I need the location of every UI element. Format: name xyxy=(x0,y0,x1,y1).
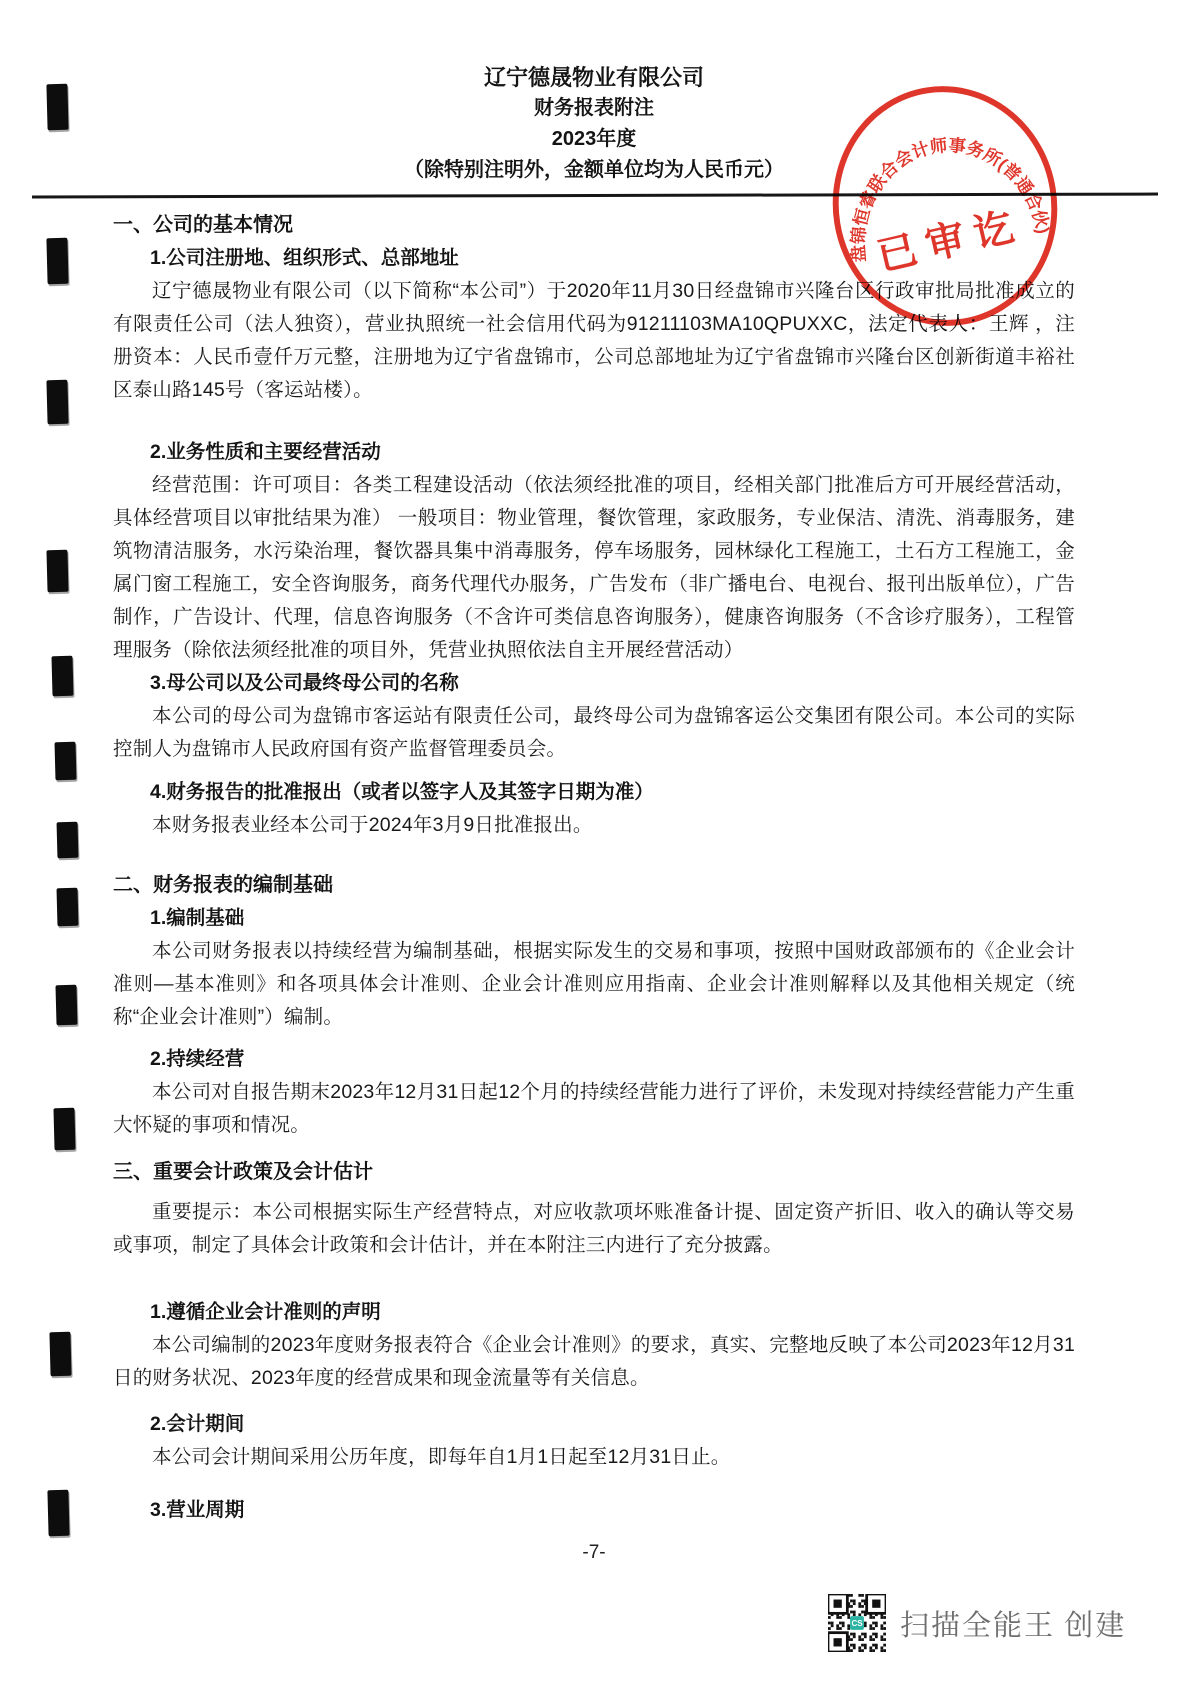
paragraph: 本公司对自报告期末2023年12月31日起12个月的持续经营能力进行了评价，未发现对持续经营能力产生重大怀疑的事项和情况。 xyxy=(113,1081,1075,1136)
section-2-title: 二、财务报表的编制基础 xyxy=(113,874,333,896)
stamp-center-text: 已审讫 xyxy=(872,203,1028,280)
binding-hole-mark xyxy=(55,985,77,1026)
paragraph: 本公司财务报表以持续经营为编制基础，根据实际发生的交易和事项，按照中国财政部颁布的《企业会计准则—基本准则》和各项具体会计准则、企业会计准则应用指南、企业会计准则解释以及其他相关规定（统称“企业会计准则”）编制。 xyxy=(113,940,1075,1028)
document-title: 财务报表附注 xyxy=(534,97,654,119)
section-2-item-2-heading: 2.持续经营 xyxy=(150,1048,245,1070)
binding-hole-mark xyxy=(53,1108,75,1151)
paragraph: 本公司编制的2023年度财务报表符合《企业会计准则》的要求，真实、完整地反映了本公司2023年12月31日的财务状况、2023年度的经营成果和现金流量等有关信息。 xyxy=(113,1334,1075,1389)
paragraph: 经营范围：许可项目：各类工程建设活动（依法须经批准的项目，经相关部门批准后方可开展经营活动，具体经营项目以审批结果为准） 一般项目：物业管理，餐饮管理，家政服务，专业保洁、清洗、消毒服务，建筑物清洁服务，水污染治理，餐饮器具集中消毒服务，停车场服务，园林绿化工程施工，土石方工程施工，金属门窗工程施工，安全咨询服务，商务代理代办服务，广告发布（非广播电台、电视台、报刊出版单位），广告制作，广告设计、代理，信息咨询服务（不含许可类信息咨询服务），健康咨询服务（不含诊疗服务），工程管理服务（除依法须经批准的项目外，凭营业执照依法自主开展经营活动） xyxy=(113,474,1075,661)
company-name: 辽宁德晟物业有限公司 xyxy=(483,65,704,90)
binding-hole-mark xyxy=(55,742,77,781)
section-3-intro-paragraph: 重要提示：本公司根据实际生产经营特点，对应收款项坏账准备计提、固定资产折旧、收入的确认等交易或事项，制定了具体会计政策和会计估计，并在本附注三内进行了充分披露。 xyxy=(113,1201,1075,1256)
paragraph: 本公司会计期间采用公历年度，即每年自1月1日起至12月31日止。 xyxy=(152,1446,731,1468)
section-1-item-4-heading: 4.财务报告的批准报出（或者以签字人及其签字日期为准） xyxy=(150,781,654,803)
page-number: -7- xyxy=(582,1542,606,1563)
binding-hole-mark xyxy=(57,822,79,859)
section-3-item-2-heading: 2.会计期间 xyxy=(150,1413,245,1435)
binding-hole-mark xyxy=(47,1490,69,1537)
binding-hole-mark xyxy=(46,550,68,593)
stamp-ring-text: 盘锦恒睿联合会计师事务所(普通合伙) xyxy=(847,134,1054,263)
section-1-title: 一、公司的基本情况 xyxy=(113,214,293,236)
camscanner-watermark: 扫描全能王 创建 xyxy=(900,1609,1127,1642)
binding-hole-mark xyxy=(46,84,68,131)
document-header xyxy=(113,62,1075,186)
fiscal-period: 2023年度 xyxy=(551,128,637,150)
paragraph: 辽宁德晟物业有限公司（以下简称“本公司”）于2020年11月30日经盘锦市兴隆台区行政审批局批准成立的有限责任公司（法人独资），营业执照统一社会信用代码为91211103MA10QPUXXC，法定代表人：王辉 ，注册资本：人民币壹仟万元整，注册地为辽宁省盘锦市，公司总部地址为辽宁省盘锦市兴隆台区创新街道丰裕社区泰山路145号（客运站楼）。 xyxy=(113,280,1075,401)
section-3-item-1-heading: 1.遵循企业会计准则的声明 xyxy=(150,1301,381,1323)
binding-hole-mark xyxy=(46,238,68,285)
section-1-item-3-heading: 3.母公司以及公司最终母公司的名称 xyxy=(150,672,459,694)
currency-unit-note: （除特别注明外，金额单位均为人民币元） xyxy=(404,159,784,181)
binding-hole-mark xyxy=(57,888,79,927)
header-divider xyxy=(32,193,1158,199)
binding-hole-mark xyxy=(49,1332,71,1377)
svg-text:CS: CS xyxy=(851,1619,863,1629)
section-1-item-2-heading: 2.业务性质和主要经营活动 xyxy=(150,441,381,463)
camscanner-footer xyxy=(828,1594,1126,1652)
document-body xyxy=(113,62,1075,1569)
paragraph: 本公司的母公司为盘锦市客运站有限责任公司，最终母公司为盘锦客运公交集团有限公司。本公司的实际控制人为盘锦市人民政府国有资产监督管理委员会。 xyxy=(113,705,1075,760)
paragraph: 本财务报表业经本公司于2024年3月9日批准报出。 xyxy=(152,814,593,836)
section-3-title: 三、重要会计政策及会计估计 xyxy=(113,1161,373,1183)
section-2-item-1-heading: 1.编制基础 xyxy=(150,907,245,929)
binding-hole-mark xyxy=(51,656,73,697)
section-1-item-1-heading: 1.公司注册地、组织形式、总部地址 xyxy=(150,247,459,269)
binding-hole-mark xyxy=(46,380,68,425)
camscanner-qr-code xyxy=(828,1594,886,1652)
section-3-item-3-heading: 3.营业周期 xyxy=(150,1499,245,1521)
